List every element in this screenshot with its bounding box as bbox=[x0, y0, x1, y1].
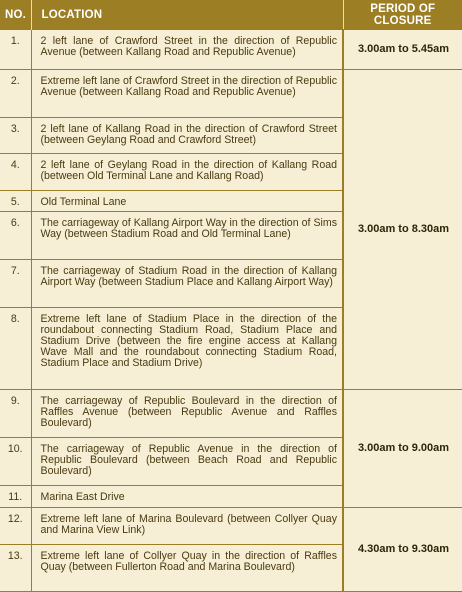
row-number: 7. bbox=[0, 260, 31, 308]
row-number: 9. bbox=[0, 390, 31, 438]
row-number: 4. bbox=[0, 154, 31, 191]
row-location: Marina East Drive bbox=[31, 486, 343, 508]
row-number: 5. bbox=[0, 191, 31, 212]
row-number: 6. bbox=[0, 212, 31, 260]
table-row bbox=[0, 30, 462, 70]
row-number: 12. bbox=[0, 508, 31, 545]
table-row bbox=[0, 390, 462, 438]
row-location: The carriageway of Republic Avenue in the direction of Republic Boulevard (between Beach Road and Republic Boulevard) bbox=[31, 438, 343, 486]
row-location: 2 left lane of Geylang Road in the direction of Kallang Road (between Old Terminal Lane and Kallang Road) bbox=[31, 154, 343, 191]
row-number: 10. bbox=[0, 438, 31, 486]
row-location: Old Terminal Lane bbox=[31, 191, 343, 212]
row-number: 2. bbox=[0, 70, 31, 118]
row-location: 2 left lane of Kallang Road in the direction of Crawford Street (between Geylang Road and Crawford Street) bbox=[31, 118, 343, 154]
table-row bbox=[0, 70, 462, 118]
table-header-row bbox=[0, 0, 462, 30]
row-number: 8. bbox=[0, 308, 31, 390]
period-cell: 4.30am to 9.30am bbox=[343, 508, 462, 592]
header-period: PERIOD OF CLOSURE bbox=[343, 0, 462, 30]
row-location: The carriageway of Republic Boulevard in the direction of Raffles Avenue (between Republic Avenue and Raffles Boulevard) bbox=[31, 390, 343, 438]
row-number: 3. bbox=[0, 118, 31, 154]
table-row bbox=[0, 508, 462, 545]
header-location: LOCATION bbox=[31, 0, 343, 30]
row-number: 13. bbox=[0, 545, 31, 592]
row-location: Extreme left lane of Marina Boulevard (between Collyer Quay and Marina View Link) bbox=[31, 508, 343, 545]
period-cell: 3.00am to 9.00am bbox=[343, 390, 462, 508]
row-location: Extreme left lane of Collyer Quay in the direction of Raffles Quay (between Fullerton Road and Marina Boulevard) bbox=[31, 545, 343, 592]
row-location: Extreme left lane of Crawford Street in the direction of Republic Avenue (between Kallang Road and Republic Avenue) bbox=[31, 70, 343, 118]
row-location: 2 left lane of Crawford Street in the direction of Republic Avenue (between Kallang Road and Republic Avenue) bbox=[31, 30, 343, 70]
row-number: 11. bbox=[0, 486, 31, 508]
header-no: NO. bbox=[0, 0, 31, 30]
row-location: Extreme left lane of Stadium Place in the direction of the roundabout connecting Stadium Road, Stadium Place and Stadium Drive (between the fire engine access at Kallang Wave Mall and the roundabout connecting Stadium Road, Stadium Place and Stadium Drive) bbox=[31, 308, 343, 390]
period-cell: 3.00am to 8.30am bbox=[343, 70, 462, 390]
period-cell: 3.00am to 5.45am bbox=[343, 30, 462, 70]
row-number: 1. bbox=[0, 30, 31, 70]
row-location: The carriageway of Stadium Road in the direction of Kallang Airport Way (between Stadium Place and Kallang Airport Way) bbox=[31, 260, 343, 308]
row-location: The carriageway of Kallang Airport Way in the direction of Sims Way (between Stadium Road and Old Terminal Lane) bbox=[31, 212, 343, 260]
